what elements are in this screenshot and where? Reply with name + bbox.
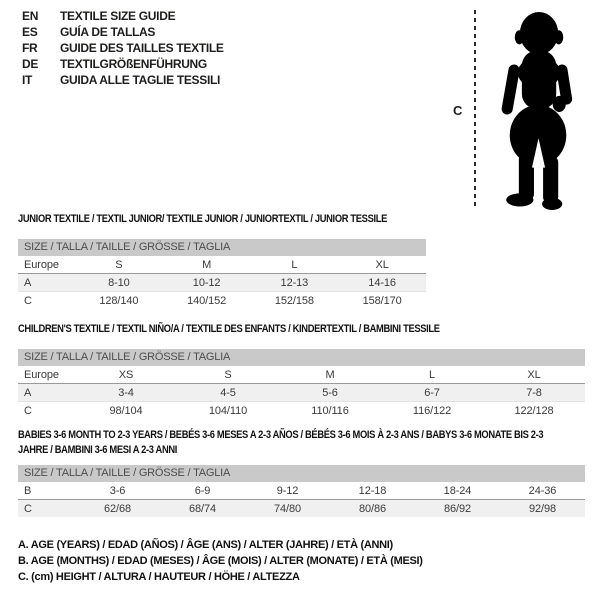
size-cell: XL (375, 258, 389, 271)
value-cell: 18-24 (443, 484, 472, 497)
measurement-figure (450, 4, 598, 216)
babies-textile-table (18, 428, 585, 517)
value-cell: 7-8 (526, 386, 542, 399)
guide-title: GUIDE DES TAILLES TEXTILE (60, 41, 224, 55)
value-cell: 5-6 (322, 386, 338, 399)
value-cell: 9-12 (276, 484, 299, 497)
guide-title: GUÍA DE TALLAS (60, 25, 156, 39)
childrens-textile-table (18, 322, 585, 419)
table-row-height (18, 500, 585, 517)
value-cell: 152/158 (274, 294, 314, 307)
size-cell: XL (527, 368, 541, 381)
value-cell: 8-10 (108, 276, 130, 289)
size-cell: L (291, 258, 298, 271)
language-row-it (22, 72, 224, 88)
language-code: FR (22, 41, 38, 55)
row-label: C (24, 404, 32, 417)
value-cell: 4-5 (220, 386, 236, 399)
size-cell: XS (118, 368, 134, 381)
value-cell: 3-6 (109, 484, 126, 497)
row-label: A (24, 386, 32, 399)
value-cell: 128/140 (99, 294, 139, 307)
language-code: EN (22, 9, 39, 23)
guide-title: GUIDA ALLE TAGLIE TESSILI (60, 73, 221, 87)
value-cell: 122/128 (514, 404, 554, 417)
value-cell: 92/98 (528, 502, 557, 515)
value-cell: 98/104 (109, 404, 143, 417)
junior-textile-table (18, 212, 426, 309)
language-title-list (22, 8, 224, 88)
value-cell: 10-12 (192, 276, 221, 289)
language-row-fr (22, 40, 224, 56)
legend-height: C. (cm) HEIGHT / ALTURA / HAUTEUR / HÖHE / ALTEZZA (18, 571, 300, 583)
row-label: Europe (24, 368, 59, 381)
value-cell: 110/116 (311, 404, 349, 417)
table-row-age (18, 384, 585, 402)
value-cell: 68/74 (188, 502, 217, 515)
value-cell: 14-16 (368, 276, 396, 289)
toddler-silhouette-image (484, 6, 588, 212)
value-cell: 104/110 (208, 404, 248, 417)
table-row-height (18, 402, 585, 419)
legend-age-months: B. AGE (MONTHS) / EDAD (MESES) / ÂGE (MOIS) / ALTER (MONATE) / ETÀ (MESI) (18, 555, 423, 567)
height-marker-label: C (453, 103, 463, 118)
language-row-de (22, 56, 224, 72)
row-label: A (24, 276, 32, 289)
table-row-months (18, 482, 585, 500)
height-dashed-line (474, 10, 476, 210)
value-cell: 24-36 (528, 484, 557, 497)
legend-age-years: A. AGE (YEARS) / EDAD (AÑOS) / ÂGE (ANS) / ALTER (JAHRE) / ETÀ (ANNI) (18, 539, 393, 551)
language-code: IT (22, 73, 33, 87)
value-cell: 140/152 (187, 294, 227, 307)
language-row-es (22, 24, 224, 40)
size-cell: S (224, 368, 232, 381)
table-title: JUNIOR TEXTILE / TEXTIL JUNIOR/ TEXTILE JUNIOR / JUNIORTEXTIL / JUNIOR TESSILE (18, 213, 388, 225)
table-title: BABIES 3-6 MONTH TO 2-3 YEARS / BEBÉS 3-6 MESES A 2-3 AÑOS / BÉBÉS 3-6 MOIS À 2-3 ANS / BABYS 3-6 MONATE BIS 2-3 JAHRE / BAMBINI 3-6 MESI A 2-3 ANNI (18, 429, 544, 456)
size-cell: S (115, 258, 123, 271)
size-cell: M (325, 368, 335, 381)
value-cell: 3-4 (118, 386, 134, 399)
table-row-europe (18, 256, 426, 274)
legend-notes (18, 537, 423, 585)
size-header-bar: SIZE / TALLA / TAILLE / GRÖSSE / TAGLIA (18, 465, 585, 482)
size-header-bar: SIZE / TALLA / TAILLE / GRÖSSE / TAGLIA (18, 239, 426, 256)
size-cell: M (202, 258, 212, 271)
value-cell: 74/80 (273, 502, 302, 515)
value-cell: 6-9 (194, 484, 211, 497)
size-header-bar: SIZE / TALLA / TAILLE / GRÖSSE / TAGLIA (18, 349, 585, 366)
value-cell: 80/86 (358, 502, 387, 515)
value-cell: 12-18 (358, 484, 387, 497)
value-cell: 12-13 (280, 276, 309, 289)
value-cell: 6-7 (424, 386, 440, 399)
language-code: ES (22, 25, 38, 39)
row-label: C (24, 294, 32, 307)
value-cell: 62/68 (103, 502, 132, 515)
value-cell: 86/92 (443, 502, 472, 515)
table-title: CHILDREN'S TEXTILE / TEXTIL NIÑO/A / TEXTILE DES ENFANTS / KINDERTEXTIL / BAMBINI TESSILE (18, 323, 440, 335)
table-row-age (18, 274, 426, 292)
guide-title: TEXTILGRÖßENFÜHRUNG (60, 57, 207, 71)
table-row-europe (18, 366, 585, 384)
row-label: B (24, 484, 32, 497)
guide-title: TEXTILE SIZE GUIDE (60, 9, 176, 23)
table-row-height (18, 292, 426, 309)
size-cell: L (428, 368, 436, 381)
row-label: C (24, 502, 32, 515)
language-code: DE (22, 57, 39, 71)
row-label: Europe (24, 258, 59, 271)
value-cell: 158/170 (362, 294, 402, 307)
language-row-en (22, 8, 224, 24)
value-cell: 116/122 (412, 404, 452, 417)
